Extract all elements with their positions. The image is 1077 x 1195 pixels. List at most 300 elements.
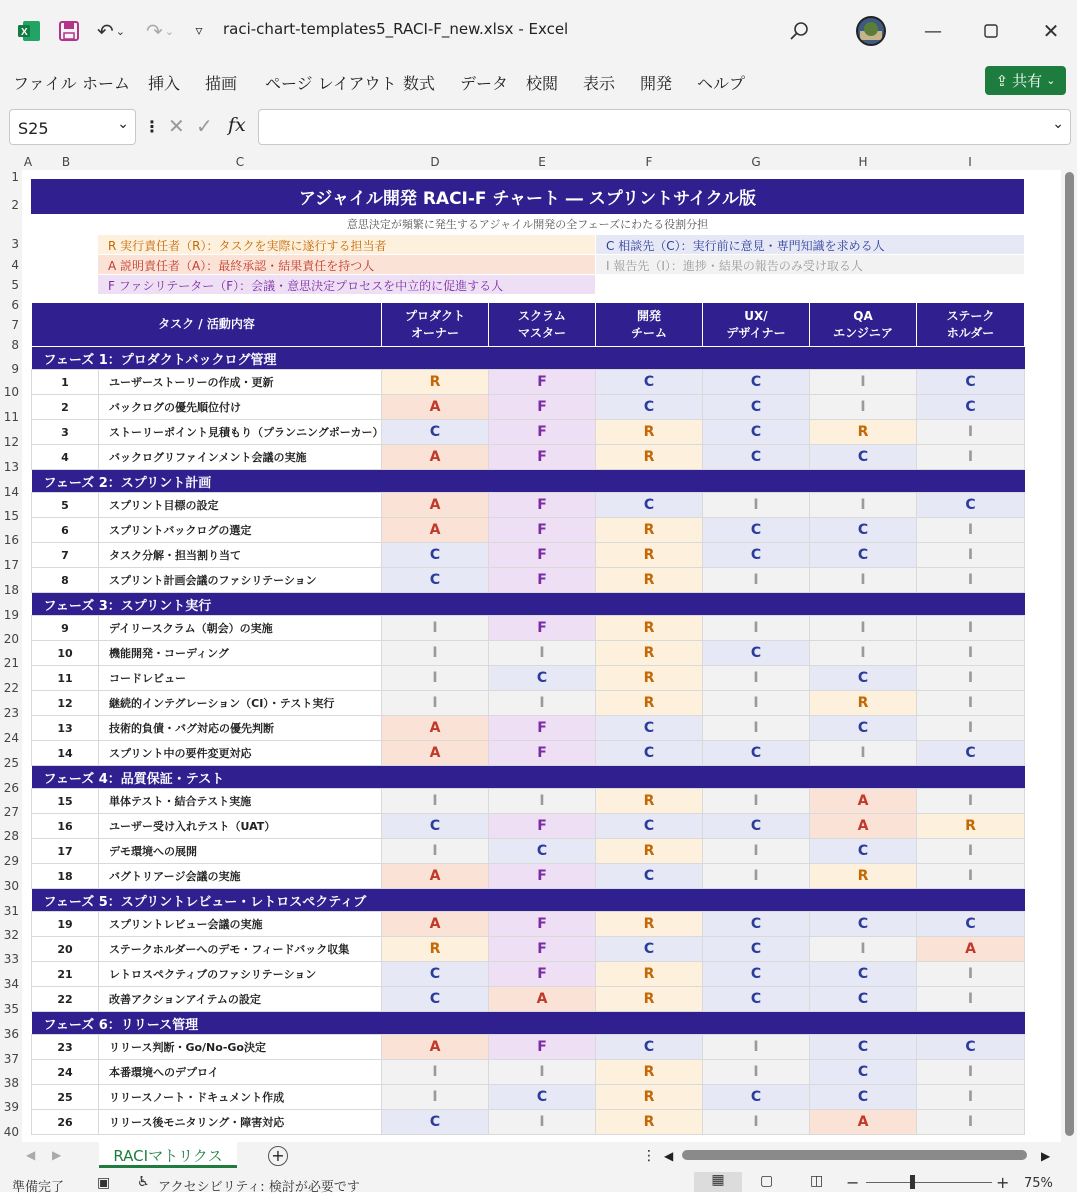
raci-cell[interactable]: C: [596, 493, 703, 518]
row-header[interactable]: 2: [11, 198, 19, 212]
raci-cell[interactable]: R: [596, 616, 703, 641]
task-name[interactable]: ユーザー受け入れテスト（UAT）: [99, 814, 382, 839]
task-number[interactable]: 19: [32, 912, 99, 937]
vertical-scrollbar[interactable]: [1061, 154, 1077, 1142]
row-header[interactable]: 1: [11, 170, 19, 184]
more-icon[interactable]: ⋮: [642, 1148, 656, 1164]
raci-cell[interactable]: C: [703, 814, 810, 839]
task-name[interactable]: スプリント目標の設定: [99, 493, 382, 518]
raci-cell[interactable]: C: [810, 716, 917, 741]
task-name[interactable]: スプリントバックログの選定: [99, 518, 382, 543]
raci-cell[interactable]: R: [596, 691, 703, 716]
raci-cell[interactable]: I: [917, 445, 1025, 470]
raci-cell[interactable]: F: [489, 445, 596, 470]
raci-cell[interactable]: I: [382, 839, 489, 864]
worksheet-grid[interactable]: [22, 170, 1056, 1142]
row-header[interactable]: 34: [3, 977, 19, 991]
raci-cell[interactable]: I: [703, 1060, 810, 1085]
raci-cell[interactable]: F: [489, 420, 596, 445]
raci-cell[interactable]: F: [489, 716, 596, 741]
task-number[interactable]: 1: [32, 370, 99, 395]
raci-cell[interactable]: C: [596, 1035, 703, 1060]
row-header[interactable]: 17: [3, 558, 19, 572]
task-name[interactable]: 本番環境へのデプロイ: [99, 1060, 382, 1085]
scroll-left-icon[interactable]: ◀: [664, 1149, 674, 1163]
raci-cell[interactable]: R: [596, 641, 703, 666]
tab-review[interactable]: 校閲: [526, 74, 559, 93]
tab-draw[interactable]: 描画: [205, 74, 238, 93]
save-icon[interactable]: [56, 16, 82, 46]
task-name[interactable]: バックログリファインメント会議の実施: [99, 445, 382, 470]
raci-cell[interactable]: I: [917, 1060, 1025, 1085]
raci-cell[interactable]: R: [810, 420, 917, 445]
raci-cell[interactable]: A: [382, 395, 489, 420]
raci-cell[interactable]: C: [596, 370, 703, 395]
raci-cell[interactable]: I: [917, 568, 1025, 593]
raci-cell[interactable]: C: [703, 937, 810, 962]
row-header[interactable]: 20: [3, 632, 19, 646]
raci-cell[interactable]: I: [917, 666, 1025, 691]
phase-title[interactable]: フェーズ 3：スプリント実行: [32, 593, 1025, 616]
raci-cell[interactable]: C: [810, 839, 917, 864]
raci-cell[interactable]: C: [810, 445, 917, 470]
phase-title[interactable]: フェーズ 1：プロダクトバックログ管理: [32, 347, 1025, 370]
row-header[interactable]: 26: [3, 781, 19, 795]
raci-cell[interactable]: I: [810, 937, 917, 962]
raci-cell[interactable]: A: [382, 1035, 489, 1060]
row-header[interactable]: 22: [3, 681, 19, 695]
row-header[interactable]: 10: [3, 385, 19, 399]
raci-cell[interactable]: I: [489, 1110, 596, 1135]
row-header[interactable]: 18: [3, 583, 19, 597]
task-number[interactable]: 8: [32, 568, 99, 593]
raci-cell[interactable]: C: [382, 987, 489, 1012]
task-number[interactable]: 7: [32, 543, 99, 568]
zoom-slider[interactable]: [866, 1182, 992, 1183]
raci-cell[interactable]: C: [810, 1060, 917, 1085]
raci-cell[interactable]: R: [596, 1085, 703, 1110]
raci-cell[interactable]: R: [810, 864, 917, 889]
raci-cell[interactable]: A: [382, 493, 489, 518]
raci-cell[interactable]: I: [382, 641, 489, 666]
raci-cell[interactable]: A: [382, 716, 489, 741]
raci-cell[interactable]: A: [382, 518, 489, 543]
raci-cell[interactable]: I: [810, 741, 917, 766]
scroll-thumb[interactable]: [1065, 172, 1074, 1136]
raci-cell[interactable]: C: [596, 716, 703, 741]
raci-cell[interactable]: F: [489, 493, 596, 518]
raci-cell[interactable]: I: [917, 839, 1025, 864]
tab-data[interactable]: データ: [460, 74, 509, 93]
tab-page-layout[interactable]: ページ レイアウト: [265, 74, 397, 93]
raci-cell[interactable]: C: [596, 937, 703, 962]
chevron-down-icon[interactable]: ⌄: [1052, 116, 1064, 132]
page-break-view-icon[interactable]: ◫: [810, 1173, 824, 1189]
raci-cell[interactable]: F: [489, 568, 596, 593]
row-header[interactable]: 9: [11, 362, 19, 376]
raci-cell[interactable]: I: [917, 1110, 1025, 1135]
raci-cell[interactable]: C: [703, 987, 810, 1012]
raci-cell[interactable]: F: [489, 370, 596, 395]
row-header[interactable]: 30: [3, 879, 19, 893]
row-header[interactable]: 6: [11, 298, 19, 312]
task-name[interactable]: バックログの優先順位付け: [99, 395, 382, 420]
raci-cell[interactable]: C: [810, 543, 917, 568]
task-number[interactable]: 6: [32, 518, 99, 543]
column-header[interactable]: I: [968, 155, 972, 169]
raci-cell[interactable]: F: [489, 864, 596, 889]
raci-cell[interactable]: I: [489, 641, 596, 666]
raci-cell[interactable]: I: [703, 493, 810, 518]
zoom-slider-thumb[interactable]: [910, 1175, 915, 1189]
maximize-icon[interactable]: [976, 16, 1006, 46]
raci-cell[interactable]: I: [382, 666, 489, 691]
task-number[interactable]: 24: [32, 1060, 99, 1085]
raci-cell[interactable]: A: [382, 912, 489, 937]
raci-cell[interactable]: F: [489, 814, 596, 839]
task-number[interactable]: 26: [32, 1110, 99, 1135]
raci-cell[interactable]: I: [703, 616, 810, 641]
raci-cell[interactable]: C: [489, 1085, 596, 1110]
zoom-out-icon[interactable]: −: [846, 1173, 860, 1192]
more-options-icon[interactable]: ⋮: [144, 117, 160, 136]
page-layout-view-icon[interactable]: ▢: [760, 1173, 774, 1189]
tab-insert[interactable]: 挿入: [148, 74, 181, 93]
row-header[interactable]: 36: [3, 1027, 19, 1041]
task-number[interactable]: 18: [32, 864, 99, 889]
row-header[interactable]: 19: [3, 608, 19, 622]
raci-cell[interactable]: C: [382, 568, 489, 593]
task-name[interactable]: ステークホルダーへのデモ・フィードバック収集: [99, 937, 382, 962]
zoom-in-icon[interactable]: +: [996, 1173, 1010, 1192]
task-number[interactable]: 11: [32, 666, 99, 691]
task-name[interactable]: バグトリアージ会議の実施: [99, 864, 382, 889]
raci-cell[interactable]: C: [382, 962, 489, 987]
raci-cell[interactable]: I: [917, 641, 1025, 666]
raci-cell[interactable]: I: [810, 641, 917, 666]
task-number[interactable]: 9: [32, 616, 99, 641]
raci-cell[interactable]: C: [596, 864, 703, 889]
phase-title[interactable]: フェーズ 2：スプリント計画: [32, 470, 1025, 493]
row-header[interactable]: 38: [3, 1076, 19, 1090]
raci-cell[interactable]: C: [382, 420, 489, 445]
chevron-down-icon[interactable]: ⌄: [117, 116, 129, 132]
column-header[interactable]: B: [61, 155, 71, 169]
raci-cell[interactable]: C: [703, 543, 810, 568]
raci-cell[interactable]: I: [917, 616, 1025, 641]
task-name[interactable]: ユーザーストーリーの作成・更新: [99, 370, 382, 395]
raci-cell[interactable]: C: [917, 493, 1025, 518]
task-name[interactable]: スプリントレビュー会議の実施: [99, 912, 382, 937]
raci-cell[interactable]: C: [703, 420, 810, 445]
raci-cell[interactable]: A: [382, 864, 489, 889]
raci-cell[interactable]: A: [382, 445, 489, 470]
raci-cell[interactable]: F: [489, 741, 596, 766]
raci-cell[interactable]: C: [703, 641, 810, 666]
column-header[interactable]: F: [645, 155, 653, 169]
row-header[interactable]: 24: [3, 731, 19, 745]
enter-icon[interactable]: ✓: [196, 114, 213, 138]
row-header[interactable]: 39: [3, 1100, 19, 1114]
raci-cell[interactable]: A: [810, 1110, 917, 1135]
raci-cell[interactable]: C: [703, 912, 810, 937]
tab-view[interactable]: 表示: [583, 74, 616, 93]
raci-cell[interactable]: C: [703, 1085, 810, 1110]
raci-cell[interactable]: I: [917, 962, 1025, 987]
raci-cell[interactable]: I: [382, 616, 489, 641]
raci-cell[interactable]: A: [382, 741, 489, 766]
insert-function-icon[interactable]: fx: [228, 114, 246, 136]
task-number[interactable]: 4: [32, 445, 99, 470]
zoom-level[interactable]: 75%: [1024, 1176, 1053, 1191]
raci-cell[interactable]: I: [917, 789, 1025, 814]
raci-cell[interactable]: C: [703, 395, 810, 420]
raci-cell[interactable]: R: [596, 1060, 703, 1085]
row-header[interactable]: 25: [3, 756, 19, 770]
row-header[interactable]: 16: [3, 533, 19, 547]
raci-cell[interactable]: C: [810, 962, 917, 987]
raci-cell[interactable]: C: [810, 987, 917, 1012]
phase-title[interactable]: フェーズ 6：リリース管理: [32, 1012, 1025, 1035]
raci-cell[interactable]: I: [917, 420, 1025, 445]
raci-cell[interactable]: C: [596, 814, 703, 839]
raci-cell[interactable]: R: [596, 912, 703, 937]
raci-cell[interactable]: I: [382, 789, 489, 814]
task-number[interactable]: 15: [32, 789, 99, 814]
task-name[interactable]: 機能開発・コーディング: [99, 641, 382, 666]
task-name[interactable]: リリース後モニタリング・障害対応: [99, 1110, 382, 1135]
raci-cell[interactable]: I: [703, 666, 810, 691]
raci-cell[interactable]: I: [810, 493, 917, 518]
cancel-icon[interactable]: ✕: [168, 114, 185, 138]
column-header[interactable]: G: [751, 155, 761, 169]
row-header[interactable]: 4: [11, 258, 19, 272]
search-icon[interactable]: [786, 16, 812, 46]
row-header[interactable]: 21: [3, 656, 19, 670]
raci-cell[interactable]: R: [596, 1110, 703, 1135]
task-number[interactable]: 16: [32, 814, 99, 839]
row-header[interactable]: 7: [11, 318, 19, 332]
column-header[interactable]: C: [235, 155, 245, 169]
column-header[interactable]: A: [23, 155, 33, 169]
name-box[interactable]: [9, 109, 136, 145]
accessibility-icon[interactable]: ♿: [137, 1174, 150, 1190]
raci-cell[interactable]: C: [917, 741, 1025, 766]
raci-cell[interactable]: I: [703, 716, 810, 741]
row-header[interactable]: 37: [3, 1052, 19, 1066]
task-name[interactable]: タスク分解・担当割り当て: [99, 543, 382, 568]
raci-cell[interactable]: C: [596, 741, 703, 766]
task-number[interactable]: 3: [32, 420, 99, 445]
column-header[interactable]: H: [858, 155, 868, 169]
formula-input[interactable]: [258, 109, 1071, 145]
task-name[interactable]: コードレビュー: [99, 666, 382, 691]
row-header[interactable]: 11: [3, 410, 19, 424]
phase-title[interactable]: フェーズ 4：品質保証・テスト: [32, 766, 1025, 789]
raci-cell[interactable]: C: [810, 1035, 917, 1060]
raci-cell[interactable]: F: [489, 912, 596, 937]
task-number[interactable]: 2: [32, 395, 99, 420]
raci-cell[interactable]: I: [489, 691, 596, 716]
row-header[interactable]: 40: [3, 1125, 19, 1139]
raci-cell[interactable]: I: [917, 543, 1025, 568]
raci-cell[interactable]: C: [382, 543, 489, 568]
raci-cell[interactable]: R: [596, 666, 703, 691]
raci-cell[interactable]: I: [382, 691, 489, 716]
raci-cell[interactable]: R: [596, 839, 703, 864]
raci-cell[interactable]: C: [703, 741, 810, 766]
raci-cell[interactable]: I: [917, 716, 1025, 741]
tab-formulas[interactable]: 数式: [403, 74, 436, 93]
raci-cell[interactable]: R: [810, 691, 917, 716]
tab-help[interactable]: ヘルプ: [697, 74, 746, 93]
row-header[interactable]: 27: [3, 805, 19, 819]
raci-cell[interactable]: I: [489, 789, 596, 814]
raci-cell[interactable]: R: [596, 445, 703, 470]
task-name[interactable]: 単体テスト・結合テスト実施: [99, 789, 382, 814]
raci-cell[interactable]: I: [703, 1035, 810, 1060]
task-number[interactable]: 23: [32, 1035, 99, 1060]
raci-cell[interactable]: C: [703, 445, 810, 470]
task-name[interactable]: リリースノート・ドキュメント作成: [99, 1085, 382, 1110]
task-name[interactable]: 継続的インテグレーション（CI）・テスト実行: [99, 691, 382, 716]
close-icon[interactable]: ✕: [1042, 19, 1060, 43]
task-name[interactable]: スプリント計画会議のファシリテーション: [99, 568, 382, 593]
undo-icon[interactable]: ↶ ⌄: [97, 19, 125, 43]
row-header[interactable]: 14: [3, 485, 19, 499]
raci-cell[interactable]: C: [489, 839, 596, 864]
raci-cell[interactable]: R: [382, 937, 489, 962]
row-header[interactable]: 33: [3, 952, 19, 966]
next-sheet-icon[interactable]: ▶: [52, 1148, 62, 1162]
raci-cell[interactable]: F: [489, 395, 596, 420]
raci-cell[interactable]: C: [810, 666, 917, 691]
task-number[interactable]: 14: [32, 741, 99, 766]
scroll-right-icon[interactable]: ▶: [1041, 1149, 1051, 1163]
column-header[interactable]: D: [430, 155, 440, 169]
raci-cell[interactable]: I: [703, 691, 810, 716]
raci-cell[interactable]: F: [489, 962, 596, 987]
raci-cell[interactable]: I: [703, 839, 810, 864]
row-header[interactable]: 3: [11, 237, 19, 251]
raci-cell[interactable]: I: [703, 789, 810, 814]
row-header[interactable]: 29: [3, 854, 19, 868]
row-header[interactable]: 13: [3, 460, 19, 474]
raci-cell[interactable]: C: [917, 912, 1025, 937]
row-header[interactable]: 31: [3, 904, 19, 918]
raci-cell[interactable]: I: [382, 1060, 489, 1085]
raci-cell[interactable]: C: [489, 666, 596, 691]
task-number[interactable]: 22: [32, 987, 99, 1012]
raci-cell[interactable]: I: [810, 616, 917, 641]
prev-sheet-icon[interactable]: ◀: [26, 1148, 36, 1162]
raci-cell[interactable]: C: [703, 962, 810, 987]
task-name[interactable]: 技術的負債・バグ対応の優先判断: [99, 716, 382, 741]
normal-view-icon[interactable]: ▦: [694, 1172, 742, 1192]
task-number[interactable]: 21: [32, 962, 99, 987]
raci-cell[interactable]: I: [489, 1060, 596, 1085]
share-button[interactable]: [985, 66, 1066, 95]
raci-cell[interactable]: F: [489, 543, 596, 568]
tab-home[interactable]: ホーム: [82, 74, 131, 93]
row-header[interactable]: 32: [3, 928, 19, 942]
task-number[interactable]: 12: [32, 691, 99, 716]
raci-cell[interactable]: I: [917, 518, 1025, 543]
row-header[interactable]: 5: [11, 278, 19, 292]
task-number[interactable]: 17: [32, 839, 99, 864]
raci-cell[interactable]: I: [703, 568, 810, 593]
tab-file[interactable]: ファイル: [13, 74, 77, 93]
task-number[interactable]: 10: [32, 641, 99, 666]
minimize-icon[interactable]: —: [924, 20, 942, 42]
task-name[interactable]: レトロスペクティブのファシリテーション: [99, 962, 382, 987]
raci-cell[interactable]: R: [596, 962, 703, 987]
raci-cell[interactable]: F: [489, 1035, 596, 1060]
raci-cell[interactable]: R: [596, 789, 703, 814]
raci-cell[interactable]: A: [489, 987, 596, 1012]
raci-cell[interactable]: F: [489, 518, 596, 543]
row-header[interactable]: 15: [3, 509, 19, 523]
raci-cell[interactable]: C: [917, 395, 1025, 420]
raci-cell[interactable]: C: [917, 370, 1025, 395]
redo-icon[interactable]: ↷ ⌄: [146, 19, 174, 43]
raci-cell[interactable]: C: [810, 912, 917, 937]
raci-cell[interactable]: C: [917, 1035, 1025, 1060]
row-header[interactable]: 8: [11, 338, 19, 352]
raci-cell[interactable]: C: [810, 518, 917, 543]
task-number[interactable]: 13: [32, 716, 99, 741]
task-name[interactable]: ストーリーポイント見積もり（プランニングポーカー）: [99, 420, 382, 445]
raci-cell[interactable]: R: [596, 987, 703, 1012]
raci-cell[interactable]: I: [917, 864, 1025, 889]
task-name[interactable]: デモ環境への展開: [99, 839, 382, 864]
task-name[interactable]: スプリント中の要件変更対応: [99, 741, 382, 766]
customize-qat-icon[interactable]: ▿: [195, 23, 203, 39]
row-header[interactable]: 23: [3, 706, 19, 720]
sheet-tab-raci[interactable]: RACIマトリクス: [99, 1142, 237, 1168]
task-number[interactable]: 25: [32, 1085, 99, 1110]
raci-cell[interactable]: I: [810, 395, 917, 420]
phase-title[interactable]: フェーズ 5：スプリントレビュー・レトロスペクティブ: [32, 889, 1025, 912]
accessibility-status[interactable]: アクセシビリティ: 検討が必要です: [158, 1180, 360, 1195]
raci-cell[interactable]: I: [810, 568, 917, 593]
raci-cell[interactable]: A: [810, 789, 917, 814]
raci-cell[interactable]: A: [810, 814, 917, 839]
raci-cell[interactable]: I: [917, 691, 1025, 716]
raci-cell[interactable]: R: [596, 420, 703, 445]
row-header[interactable]: 28: [3, 829, 19, 843]
raci-cell[interactable]: I: [703, 864, 810, 889]
raci-cell[interactable]: F: [489, 937, 596, 962]
raci-cell[interactable]: I: [917, 987, 1025, 1012]
add-sheet-icon[interactable]: +: [268, 1146, 288, 1166]
row-header[interactable]: 35: [3, 1002, 19, 1016]
raci-cell[interactable]: I: [810, 370, 917, 395]
horizontal-scroll-thumb[interactable]: [682, 1150, 1027, 1160]
raci-cell[interactable]: A: [917, 937, 1025, 962]
task-number[interactable]: 5: [32, 493, 99, 518]
macro-record-icon[interactable]: ▣: [97, 1175, 111, 1191]
task-name[interactable]: デイリースクラム（朝会）の実施: [99, 616, 382, 641]
user-avatar[interactable]: [855, 16, 887, 46]
raci-cell[interactable]: C: [596, 395, 703, 420]
task-name[interactable]: リリース判断・Go/No-Go決定: [99, 1035, 382, 1060]
column-header[interactable]: E: [538, 155, 546, 169]
raci-cell[interactable]: R: [596, 568, 703, 593]
raci-cell[interactable]: R: [382, 370, 489, 395]
raci-cell[interactable]: F: [489, 616, 596, 641]
raci-cell[interactable]: C: [382, 814, 489, 839]
